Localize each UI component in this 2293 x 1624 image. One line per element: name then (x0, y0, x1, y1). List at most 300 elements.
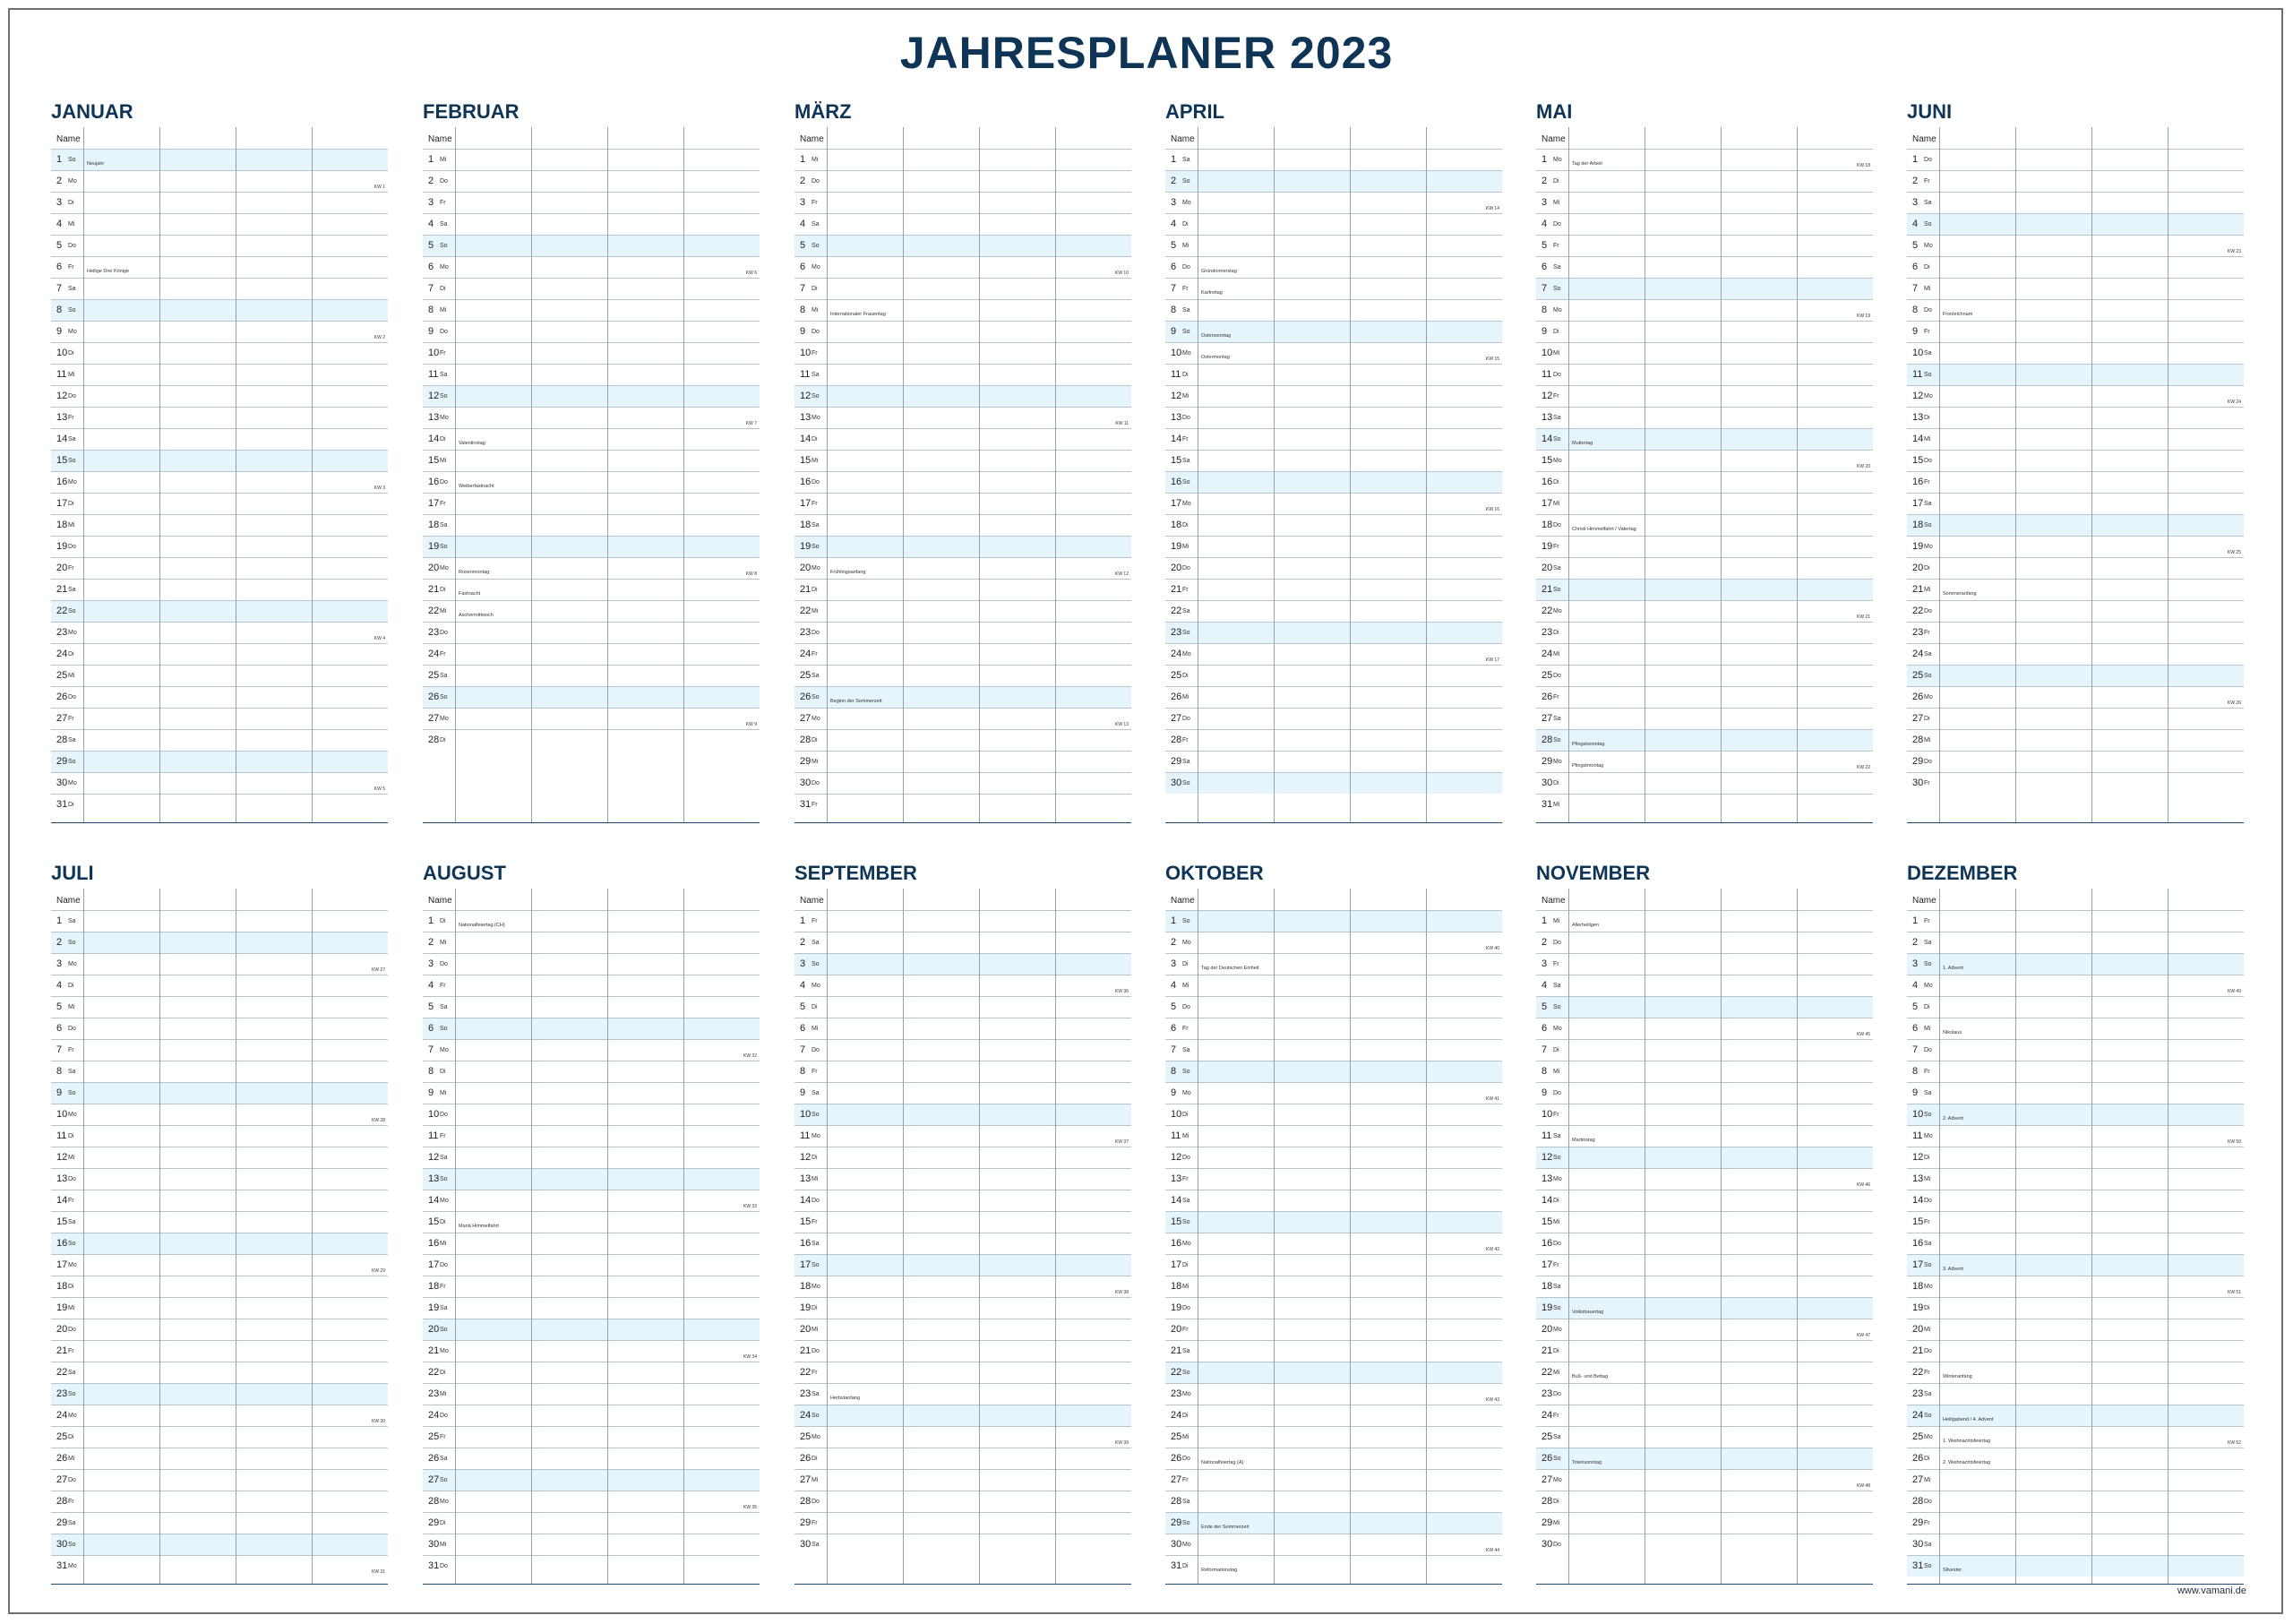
day-row[interactable] (1907, 428, 2244, 450)
day-row[interactable] (794, 149, 1131, 170)
day-row[interactable] (1536, 192, 1873, 213)
day-row[interactable] (423, 149, 760, 170)
day-row[interactable] (1536, 1147, 1873, 1168)
day-row[interactable] (1165, 536, 1502, 557)
day-row[interactable] (794, 1448, 1131, 1469)
day-row[interactable] (794, 975, 1131, 996)
day-row[interactable] (1536, 932, 1873, 953)
day-row[interactable] (1536, 493, 1873, 514)
day-row[interactable] (423, 1018, 760, 1039)
day-row[interactable] (51, 450, 388, 471)
day-row[interactable] (423, 235, 760, 256)
day-row[interactable] (423, 622, 760, 643)
day-row[interactable] (1536, 729, 1873, 751)
day-row[interactable] (1165, 975, 1502, 996)
day-row[interactable] (1536, 1383, 1873, 1405)
day-row[interactable] (51, 729, 388, 751)
day-row[interactable] (1165, 1039, 1502, 1061)
day-row[interactable] (1165, 514, 1502, 536)
day-row[interactable] (1907, 1469, 2244, 1491)
day-row[interactable] (1907, 1512, 2244, 1534)
day-row[interactable] (794, 213, 1131, 235)
day-row[interactable] (794, 665, 1131, 686)
day-row[interactable] (51, 1061, 388, 1082)
day-row[interactable] (1165, 1448, 1502, 1469)
day-row[interactable] (794, 256, 1131, 278)
day-row[interactable] (1165, 1426, 1502, 1448)
day-row[interactable] (423, 996, 760, 1018)
day-row[interactable] (794, 342, 1131, 364)
day-row[interactable] (1536, 407, 1873, 428)
day-row[interactable] (51, 579, 388, 600)
day-row[interactable] (1165, 342, 1502, 364)
day-row[interactable] (51, 536, 388, 557)
day-row[interactable] (794, 321, 1131, 342)
day-row[interactable] (423, 299, 760, 321)
day-row[interactable] (51, 321, 388, 342)
day-row[interactable] (51, 1555, 388, 1577)
day-row[interactable] (1907, 643, 2244, 665)
day-row[interactable] (51, 1426, 388, 1448)
day-row[interactable] (1165, 1018, 1502, 1039)
day-row[interactable] (1907, 536, 2244, 557)
day-row[interactable] (423, 385, 760, 407)
day-row[interactable] (794, 708, 1131, 729)
day-row[interactable] (1536, 149, 1873, 170)
day-row[interactable] (423, 1233, 760, 1254)
day-row[interactable] (1536, 1082, 1873, 1104)
day-row[interactable] (1165, 1276, 1502, 1297)
day-row[interactable] (1165, 1555, 1502, 1577)
day-row[interactable] (51, 213, 388, 235)
day-row[interactable] (794, 794, 1131, 815)
day-row[interactable] (794, 751, 1131, 772)
day-row[interactable] (1907, 213, 2244, 235)
day-row[interactable] (1536, 1168, 1873, 1190)
day-row[interactable] (51, 1362, 388, 1383)
day-row[interactable] (1907, 1039, 2244, 1061)
day-row[interactable] (1165, 1061, 1502, 1082)
day-row[interactable] (1907, 321, 2244, 342)
day-row[interactable] (1907, 1362, 2244, 1383)
day-row[interactable] (1907, 407, 2244, 428)
day-row[interactable] (794, 1297, 1131, 1319)
day-row[interactable] (1165, 953, 1502, 975)
day-row[interactable] (1536, 1405, 1873, 1426)
day-row[interactable] (1165, 1362, 1502, 1383)
day-row[interactable] (423, 1319, 760, 1340)
day-row[interactable] (1165, 1534, 1502, 1555)
day-row[interactable] (51, 407, 388, 428)
day-row[interactable] (423, 364, 760, 385)
day-row[interactable] (51, 1018, 388, 1039)
day-row[interactable] (1536, 1233, 1873, 1254)
day-row[interactable] (794, 1534, 1131, 1555)
day-row[interactable] (1536, 1426, 1873, 1448)
day-row[interactable] (1536, 643, 1873, 665)
day-row[interactable] (1536, 1469, 1873, 1491)
day-row[interactable] (1165, 192, 1502, 213)
day-row[interactable] (1536, 996, 1873, 1018)
day-row[interactable] (423, 493, 760, 514)
day-row[interactable] (51, 256, 388, 278)
day-row[interactable] (51, 514, 388, 536)
day-row[interactable] (51, 428, 388, 450)
day-row[interactable] (794, 1082, 1131, 1104)
day-row[interactable] (794, 192, 1131, 213)
day-row[interactable] (1165, 1319, 1502, 1340)
day-row[interactable] (1907, 1319, 2244, 1340)
day-row[interactable] (423, 1383, 760, 1405)
day-row[interactable] (51, 1254, 388, 1276)
day-row[interactable] (794, 772, 1131, 794)
day-row[interactable] (794, 1254, 1131, 1276)
day-row[interactable] (51, 342, 388, 364)
day-row[interactable] (51, 622, 388, 643)
day-row[interactable] (1907, 299, 2244, 321)
day-row[interactable] (1536, 622, 1873, 643)
day-row[interactable] (794, 1362, 1131, 1383)
day-row[interactable] (794, 1276, 1131, 1297)
day-row[interactable] (423, 708, 760, 729)
day-row[interactable] (1536, 1340, 1873, 1362)
day-row[interactable] (1536, 536, 1873, 557)
day-row[interactable] (1536, 299, 1873, 321)
day-row[interactable] (1907, 1448, 2244, 1469)
day-row[interactable] (51, 1405, 388, 1426)
day-row[interactable] (51, 1297, 388, 1319)
day-row[interactable] (51, 975, 388, 996)
day-row[interactable] (1536, 471, 1873, 493)
day-row[interactable] (423, 1297, 760, 1319)
day-row[interactable] (51, 149, 388, 170)
day-row[interactable] (51, 772, 388, 794)
day-row[interactable] (1165, 1383, 1502, 1405)
day-row[interactable] (423, 1276, 760, 1297)
day-row[interactable] (1907, 192, 2244, 213)
day-row[interactable] (794, 1104, 1131, 1125)
day-row[interactable] (1536, 1018, 1873, 1039)
day-row[interactable] (423, 1469, 760, 1491)
day-row[interactable] (1907, 450, 2244, 471)
day-row[interactable] (1536, 1491, 1873, 1512)
day-row[interactable] (51, 996, 388, 1018)
day-row[interactable] (1165, 665, 1502, 686)
day-row[interactable] (51, 953, 388, 975)
day-row[interactable] (1907, 1297, 2244, 1319)
day-row[interactable] (1165, 996, 1502, 1018)
day-row[interactable] (1536, 385, 1873, 407)
day-row[interactable] (51, 364, 388, 385)
day-row[interactable] (423, 1147, 760, 1168)
day-row[interactable] (1536, 450, 1873, 471)
day-row[interactable] (1165, 1491, 1502, 1512)
day-row[interactable] (51, 1276, 388, 1297)
day-row[interactable] (1907, 600, 2244, 622)
day-row[interactable] (51, 1340, 388, 1362)
day-row[interactable] (1165, 579, 1502, 600)
day-row[interactable] (51, 686, 388, 708)
day-row[interactable] (1907, 1125, 2244, 1147)
day-row[interactable] (794, 1125, 1131, 1147)
day-row[interactable] (1165, 1190, 1502, 1211)
day-row[interactable] (794, 557, 1131, 579)
day-row[interactable] (794, 643, 1131, 665)
day-row[interactable] (1536, 665, 1873, 686)
day-row[interactable] (794, 1512, 1131, 1534)
day-row[interactable] (794, 1319, 1131, 1340)
day-row[interactable] (1165, 557, 1502, 579)
day-row[interactable] (51, 1383, 388, 1405)
day-row[interactable] (1165, 1168, 1502, 1190)
day-row[interactable] (423, 1448, 760, 1469)
day-row[interactable] (423, 428, 760, 450)
day-row[interactable] (423, 729, 760, 751)
day-row[interactable] (794, 514, 1131, 536)
day-row[interactable] (1536, 1254, 1873, 1276)
day-row[interactable] (794, 493, 1131, 514)
day-row[interactable] (51, 235, 388, 256)
day-row[interactable] (423, 514, 760, 536)
day-row[interactable] (1536, 364, 1873, 385)
day-row[interactable] (51, 192, 388, 213)
day-row[interactable] (794, 729, 1131, 751)
day-row[interactable] (51, 1491, 388, 1512)
day-row[interactable] (423, 321, 760, 342)
day-row[interactable] (794, 600, 1131, 622)
day-row[interactable] (1907, 256, 2244, 278)
day-row[interactable] (51, 932, 388, 953)
day-row[interactable] (1907, 1211, 2244, 1233)
day-row[interactable] (51, 278, 388, 299)
day-row[interactable] (1165, 1211, 1502, 1233)
day-row[interactable] (423, 1512, 760, 1534)
day-row[interactable] (794, 686, 1131, 708)
day-row[interactable] (1165, 1469, 1502, 1491)
day-row[interactable] (794, 278, 1131, 299)
day-row[interactable] (1536, 1104, 1873, 1125)
day-row[interactable] (1907, 1082, 2244, 1104)
day-row[interactable] (1536, 686, 1873, 708)
day-row[interactable] (1536, 1512, 1873, 1534)
day-row[interactable] (1165, 450, 1502, 471)
day-row[interactable] (1536, 278, 1873, 299)
day-row[interactable] (1165, 1340, 1502, 1362)
day-row[interactable] (423, 579, 760, 600)
day-row[interactable] (1907, 1276, 2244, 1297)
day-row[interactable] (1165, 1082, 1502, 1104)
day-row[interactable] (794, 1233, 1131, 1254)
day-row[interactable] (794, 450, 1131, 471)
day-row[interactable] (51, 708, 388, 729)
day-row[interactable] (51, 1125, 388, 1147)
day-row[interactable] (794, 1168, 1131, 1190)
day-row[interactable] (1536, 321, 1873, 342)
day-row[interactable] (1165, 1297, 1502, 1319)
day-row[interactable] (1907, 1233, 2244, 1254)
day-row[interactable] (1907, 1168, 2244, 1190)
day-row[interactable] (1165, 1147, 1502, 1168)
day-row[interactable] (423, 1491, 760, 1512)
day-row[interactable] (1165, 1405, 1502, 1426)
day-row[interactable] (423, 975, 760, 996)
day-row[interactable] (423, 600, 760, 622)
day-row[interactable] (794, 996, 1131, 1018)
day-row[interactable] (1165, 1233, 1502, 1254)
day-row[interactable] (51, 1190, 388, 1211)
day-row[interactable] (423, 643, 760, 665)
day-row[interactable] (1536, 772, 1873, 794)
day-row[interactable] (794, 910, 1131, 932)
day-row[interactable] (423, 278, 760, 299)
day-row[interactable] (1536, 256, 1873, 278)
day-row[interactable] (794, 536, 1131, 557)
day-row[interactable] (423, 1555, 760, 1577)
day-row[interactable] (51, 299, 388, 321)
day-row[interactable] (1165, 493, 1502, 514)
day-row[interactable] (1536, 1276, 1873, 1297)
day-row[interactable] (1165, 932, 1502, 953)
day-row[interactable] (51, 643, 388, 665)
day-row[interactable] (1907, 1491, 2244, 1512)
day-row[interactable] (423, 536, 760, 557)
day-row[interactable] (1907, 1383, 2244, 1405)
day-row[interactable] (794, 579, 1131, 600)
day-row[interactable] (423, 1168, 760, 1190)
day-row[interactable] (423, 1426, 760, 1448)
day-row[interactable] (1907, 751, 2244, 772)
day-row[interactable] (1536, 342, 1873, 364)
day-row[interactable] (51, 665, 388, 686)
day-row[interactable] (1536, 579, 1873, 600)
day-row[interactable] (1536, 975, 1873, 996)
day-row[interactable] (51, 1082, 388, 1104)
day-row[interactable] (1165, 751, 1502, 772)
day-row[interactable] (1165, 686, 1502, 708)
day-row[interactable] (51, 1534, 388, 1555)
day-row[interactable] (423, 932, 760, 953)
day-row[interactable] (1907, 364, 2244, 385)
day-row[interactable] (51, 1319, 388, 1340)
day-row[interactable] (51, 385, 388, 407)
day-row[interactable] (1907, 342, 2244, 364)
day-row[interactable] (423, 1362, 760, 1383)
day-row[interactable] (423, 1340, 760, 1362)
day-row[interactable] (51, 600, 388, 622)
day-row[interactable] (1165, 428, 1502, 450)
day-row[interactable] (1907, 579, 2244, 600)
day-row[interactable] (1536, 514, 1873, 536)
day-row[interactable] (423, 1082, 760, 1104)
day-row[interactable] (1907, 665, 2244, 686)
day-row[interactable] (1907, 772, 2244, 794)
day-row[interactable] (1536, 428, 1873, 450)
day-row[interactable] (423, 256, 760, 278)
day-row[interactable] (1907, 278, 2244, 299)
day-row[interactable] (423, 170, 760, 192)
day-row[interactable] (1165, 278, 1502, 299)
day-row[interactable] (423, 1125, 760, 1147)
day-row[interactable] (1165, 1104, 1502, 1125)
day-row[interactable] (1907, 975, 2244, 996)
day-row[interactable] (794, 932, 1131, 953)
day-row[interactable] (51, 1168, 388, 1190)
day-row[interactable] (1536, 1039, 1873, 1061)
day-row[interactable] (51, 910, 388, 932)
day-row[interactable] (1165, 708, 1502, 729)
day-row[interactable] (1907, 514, 2244, 536)
day-row[interactable] (1907, 1018, 2244, 1039)
day-row[interactable] (1907, 953, 2244, 975)
day-row[interactable] (1536, 708, 1873, 729)
day-row[interactable] (1165, 471, 1502, 493)
day-row[interactable] (1536, 910, 1873, 932)
day-row[interactable] (423, 342, 760, 364)
day-row[interactable] (1536, 1061, 1873, 1082)
day-row[interactable] (51, 1233, 388, 1254)
day-row[interactable] (423, 557, 760, 579)
day-row[interactable] (1536, 1534, 1873, 1555)
day-row[interactable] (1907, 1555, 2244, 1577)
day-row[interactable] (1165, 1254, 1502, 1276)
day-row[interactable] (1907, 385, 2244, 407)
day-row[interactable] (423, 665, 760, 686)
day-row[interactable] (794, 1469, 1131, 1491)
day-row[interactable] (1536, 600, 1873, 622)
day-row[interactable] (1907, 1405, 2244, 1426)
day-row[interactable] (423, 1534, 760, 1555)
day-row[interactable] (1165, 910, 1502, 932)
day-row[interactable] (1907, 1534, 2244, 1555)
day-row[interactable] (1907, 149, 2244, 170)
day-row[interactable] (794, 1018, 1131, 1039)
day-row[interactable] (51, 170, 388, 192)
day-row[interactable] (1907, 235, 2244, 256)
day-row[interactable] (1907, 1254, 2244, 1276)
day-row[interactable] (51, 794, 388, 815)
day-row[interactable] (1536, 751, 1873, 772)
day-row[interactable] (794, 1211, 1131, 1233)
day-row[interactable] (423, 1211, 760, 1233)
day-row[interactable] (423, 1061, 760, 1082)
day-row[interactable] (51, 1448, 388, 1469)
day-row[interactable] (1165, 256, 1502, 278)
day-row[interactable] (423, 1254, 760, 1276)
day-row[interactable] (794, 1340, 1131, 1362)
day-row[interactable] (423, 1190, 760, 1211)
day-row[interactable] (1165, 213, 1502, 235)
day-row[interactable] (1907, 910, 2244, 932)
day-row[interactable] (1907, 1104, 2244, 1125)
day-row[interactable] (1907, 686, 2244, 708)
day-row[interactable] (1165, 364, 1502, 385)
day-row[interactable] (1536, 1319, 1873, 1340)
day-row[interactable] (1907, 996, 2244, 1018)
day-row[interactable] (1165, 321, 1502, 342)
day-row[interactable] (1165, 170, 1502, 192)
day-row[interactable] (423, 471, 760, 493)
day-row[interactable] (423, 1405, 760, 1426)
day-row[interactable] (1907, 557, 2244, 579)
day-row[interactable] (51, 1039, 388, 1061)
day-row[interactable] (794, 1190, 1131, 1211)
day-row[interactable] (1165, 600, 1502, 622)
day-row[interactable] (794, 364, 1131, 385)
day-row[interactable] (794, 385, 1131, 407)
day-row[interactable] (794, 407, 1131, 428)
day-row[interactable] (1536, 1211, 1873, 1233)
day-row[interactable] (51, 1469, 388, 1491)
